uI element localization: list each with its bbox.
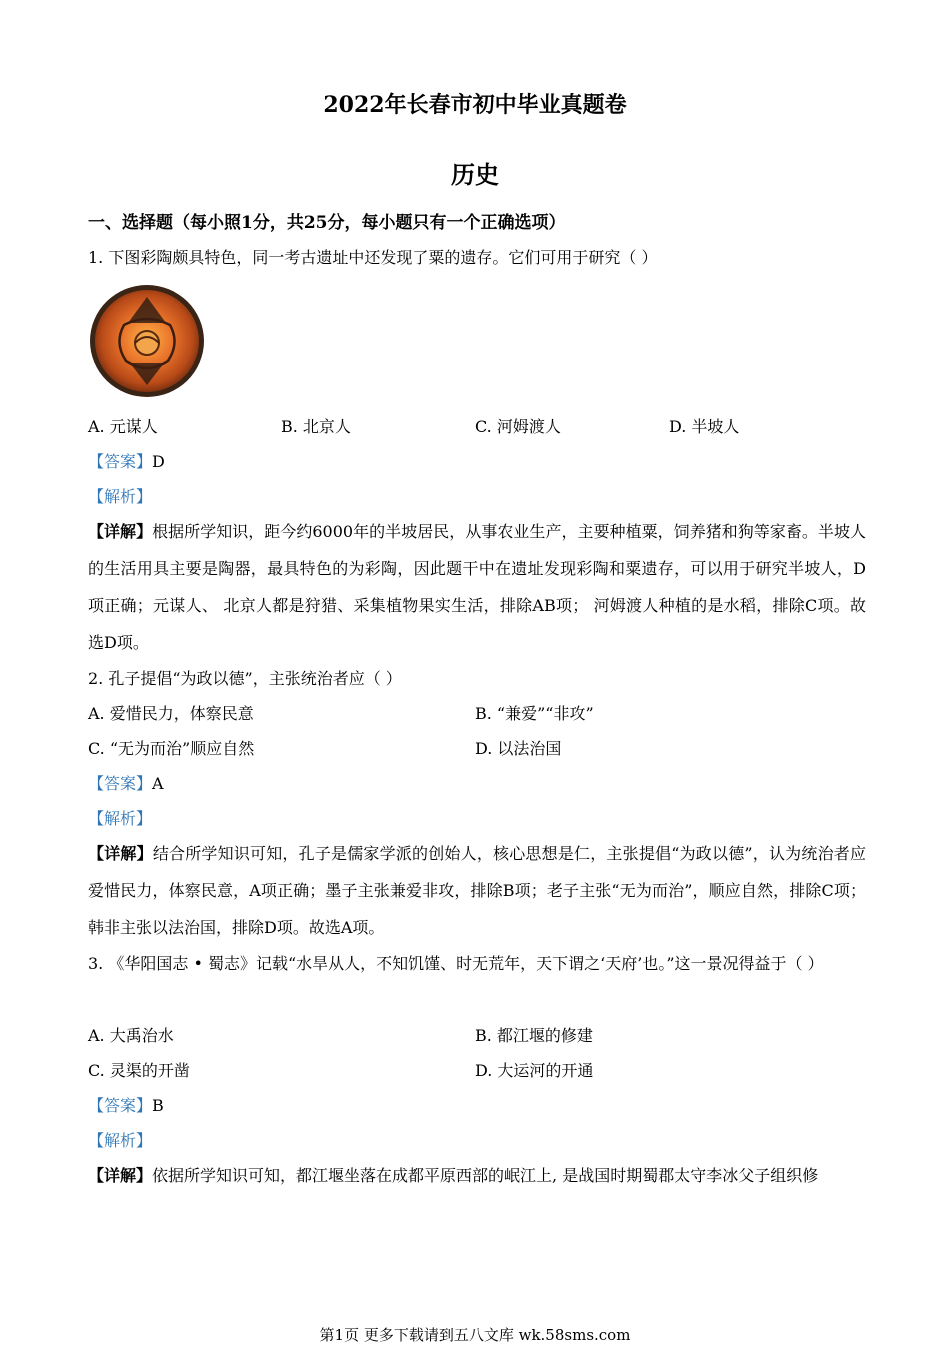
q2-option-c: C. “无为而治”顺应自然 <box>88 739 255 758</box>
q2-detail-text: 结合所学知识可知，孔子是儒家学派的创始人，核心思想是仁，主张提倡“为政以德”，认为统治者应爱惜民力，体察民意，A项正确；墨子主张兼爱非攻，排除B项；老子主张“无为而治”，顺应自然，排除C项；韩非主张以法治国，排除D项。故选A项。 <box>88 844 866 937</box>
q1-detail-text: 根据所学知识，距今约6000年的半坡居民，从事农业生产，主要种植粟，饲养猪和狗等家畜。半坡人的生活用具主要是陶器，最具特色的为彩陶，因此题干中在遗址发现彩陶和粟遗存，可以用于研究半坡人，D项正确；元谋人、 北京人都是狩猎、采集植物果实生活，排除AB项； 河姆渡人种植的是水稻，排除C项。故选D项。 <box>88 522 866 652</box>
answer-label: 【答案】 <box>88 774 153 793</box>
q2-option-b: B. “兼爱”“非攻” <box>475 704 594 723</box>
q1-analysis-label: 【解析】 <box>88 487 153 506</box>
q2-analysis-label: 【解析】 <box>88 809 153 828</box>
q3-answer <box>88 1096 164 1116</box>
q3-option-c: C. 灵渠的开凿 <box>88 1061 190 1080</box>
q1-answer <box>88 452 165 472</box>
q1-option-c: C. 河姆渡人 <box>475 417 561 436</box>
answer-label: 【答案】 <box>88 452 153 471</box>
q2-option-a: A. 爱惜民力，体察民意 <box>88 704 254 723</box>
detail-label: 【详解】 <box>88 1166 153 1185</box>
q1-stem: 1. 下图彩陶颇具特色，同一考古遗址中还发现了粟的遗存。它们可用于研究（ ） <box>88 248 658 267</box>
q3-analysis-label: 【解析】 <box>88 1131 153 1150</box>
q1-detail <box>88 513 866 661</box>
subject-title: 历史 <box>451 160 499 189</box>
q2-answer-value: A <box>152 774 164 793</box>
q1-answer-value: D <box>152 452 165 471</box>
painted-pottery-image <box>88 283 206 399</box>
q2-detail <box>88 835 866 946</box>
q2-option-d: D. 以法治国 <box>475 739 562 758</box>
section-heading: 一、选择题（每小照1分，共25分，每小题只有一个正确选项） <box>88 213 566 233</box>
q2-answer <box>88 774 164 794</box>
page-footer: 第1页 更多下载请到五八文库 wk.58sms.com <box>319 1326 631 1344</box>
document-title: 2022年长春市初中毕业真题卷 <box>323 92 627 118</box>
q3-option-a: A. 大禹治水 <box>88 1026 174 1045</box>
q1-option-b: B. 北京人 <box>281 417 351 436</box>
q3-answer-value: B <box>152 1096 164 1115</box>
q3-option-d: D. 大运河的开通 <box>475 1061 594 1080</box>
q3-detail <box>88 1157 866 1194</box>
detail-label: 【详解】 <box>88 844 153 863</box>
q3-stem: 3. 《华阳国志 • 蜀志》记载“水旱从人，不知饥馑、时无荒年，天下谓之‘天府’也。”这一景况得益于（ ） <box>88 954 824 973</box>
q1-option-d: D. 半坡人 <box>669 417 740 436</box>
answer-label: 【答案】 <box>88 1096 153 1115</box>
q3-detail-text: 依据所学知识可知，都江堰坐落在成都平原西部的岷江上, 是战国时期蜀郡太守李冰父子组织修 <box>152 1166 819 1185</box>
q1-option-a: A. 元谋人 <box>88 417 158 436</box>
detail-label: 【详解】 <box>88 522 153 541</box>
q3-option-b: B. 都江堰的修建 <box>475 1026 593 1045</box>
q2-stem: 2. 孔子提倡“为政以德”，主张统治者应（ ） <box>88 669 402 688</box>
